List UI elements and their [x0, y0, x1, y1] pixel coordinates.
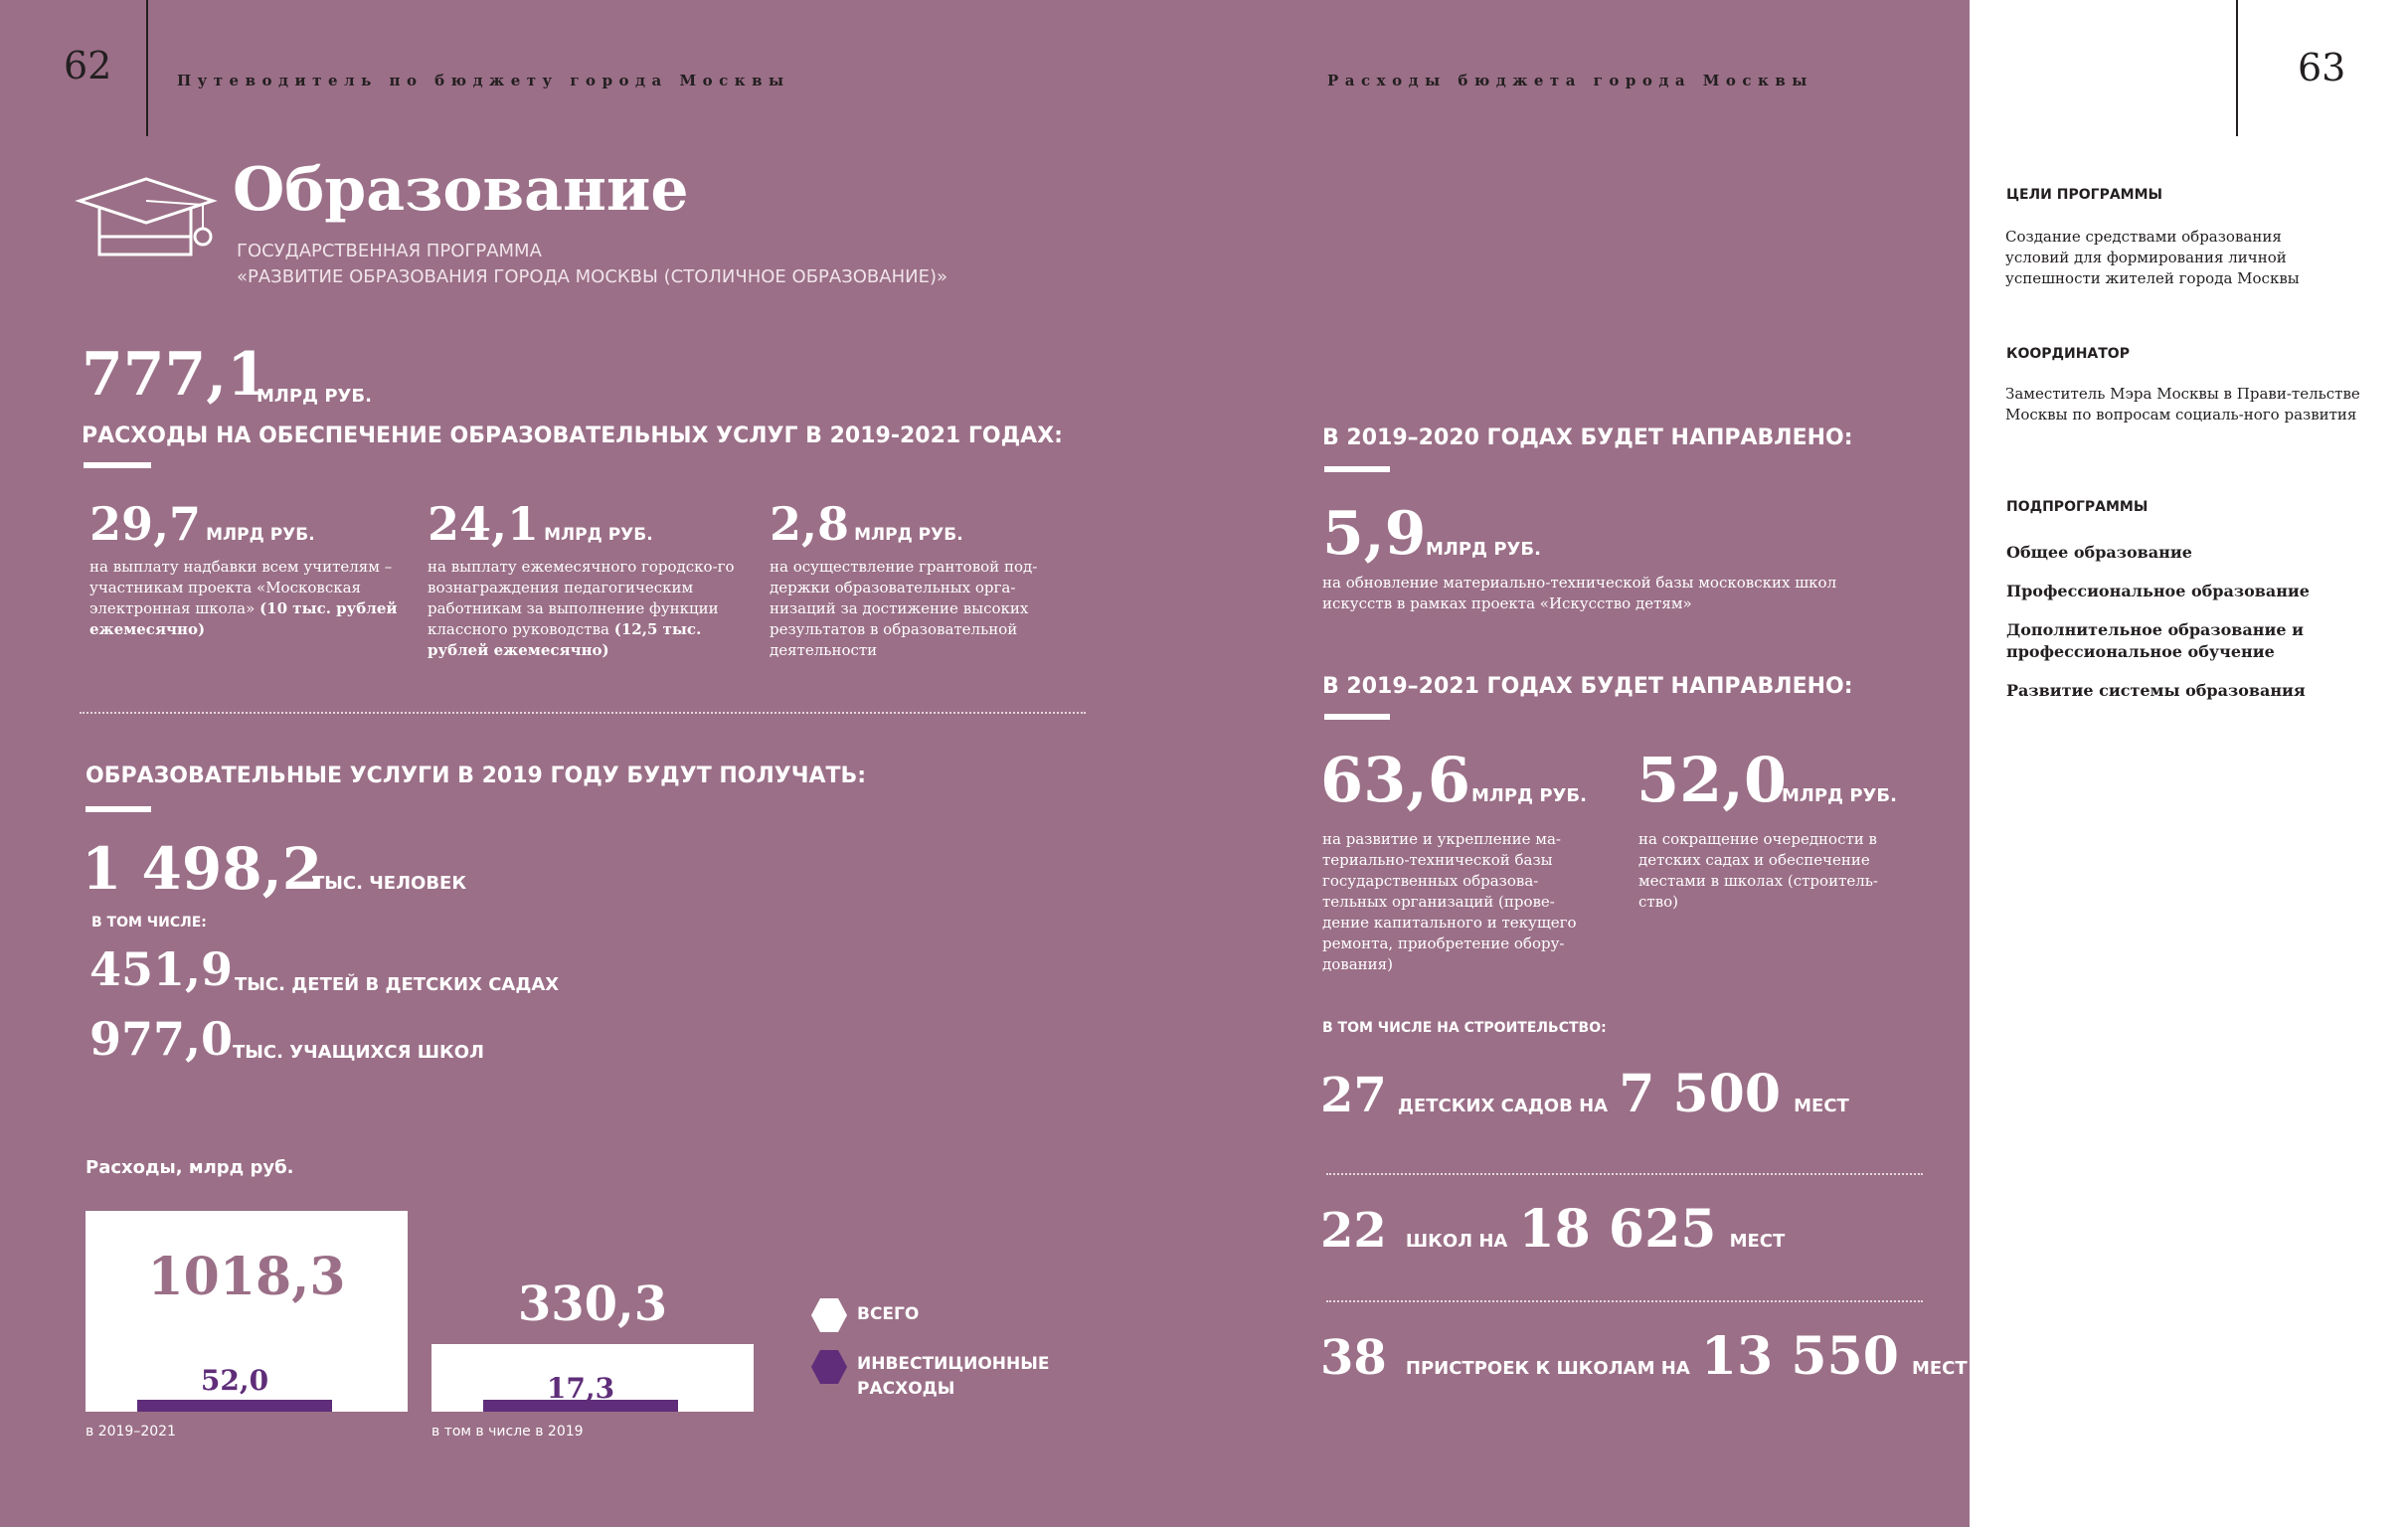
total-unit: МЛРД РУБ.: [257, 386, 372, 407]
total-value: 777,1: [82, 340, 268, 410]
header-divider-left: [146, 0, 148, 136]
program-subtitle-line2: «РАЗВИТИЕ ОБРАЗОВАНИЯ ГОРОДА МОСКВЫ (СТОЛИЧНОЕ ОБРАЗОВАНИЕ)»: [237, 266, 947, 287]
heading-underline: [84, 462, 151, 468]
construction-kindergartens: [1320, 1064, 1849, 1124]
construction-places-unit: МЕСТ: [1911, 1358, 1968, 1379]
construction-count: 27: [1320, 1068, 1387, 1123]
construction-places: 7 500: [1619, 1064, 1782, 1124]
chart-title: Расходы, млрд руб.: [86, 1157, 294, 1178]
construction-schools: [1320, 1199, 1785, 1260]
construction-places: 13 550: [1700, 1326, 1899, 1387]
construction-places: 18 625: [1518, 1199, 1717, 1260]
item-description: [89, 557, 408, 640]
legend-swatch-investment: [811, 1350, 847, 1384]
value-b: 52,0: [1636, 744, 1788, 816]
construction-object: ШКОЛ НА: [1405, 1231, 1508, 1252]
value-2019-2020-unit: МЛРД РУБ.: [1426, 539, 1541, 560]
subprograms-label: ПОДПРОГРАММЫ: [2006, 499, 2149, 515]
construction-label: В ТОМ ЧИСЛЕ НА СТРОИТЕЛЬСТВО:: [1322, 1020, 1607, 1036]
construction-count: 22: [1320, 1203, 1387, 1259]
legend-swatch-total: [811, 1298, 847, 1332]
bar-investment-1: [137, 1400, 332, 1412]
heading-underline: [86, 806, 151, 812]
services-heading: ОБРАЗОВАТЕЛЬНЫЕ УСЛУГИ В 2019 ГОДУ БУДУТ ПОЛУЧАТЬ:: [86, 764, 867, 788]
pupils-unit: ТЫС. УЧАЩИХСЯ ШКОЛ: [233, 1042, 484, 1063]
subprogram-item: Развитие системы образования: [2006, 681, 2306, 700]
item-text-bold: (10 тыс. рублей ежемесячно): [89, 599, 398, 638]
right-page-number: 63: [2298, 46, 2346, 89]
program-subtitle-line1: ГОСУДАРСТВЕННАЯ ПРОГРАММА: [237, 241, 542, 261]
construction-object: ПРИСТРОЕК К ШКОЛАМ НА: [1405, 1358, 1690, 1379]
section-title: Образование: [233, 155, 689, 225]
item-description: [428, 557, 756, 661]
item-class-teacher: [428, 497, 756, 661]
item-text: на выплату надбавки всем учителям – участникам проекта «Московская электронная школа»: [89, 558, 393, 617]
dotted-divider: [1326, 1300, 1923, 1302]
subprogram-item: Профессиональное образование: [2006, 582, 2310, 600]
header-divider-right: [2236, 0, 2238, 136]
dotted-divider: [80, 712, 1086, 714]
bar-total-label-1: 1018,3: [147, 1247, 346, 1307]
coordinator-label: КООРДИНАТОР: [2006, 346, 2130, 362]
left-running-title: Путеводитель по бюджету города Москвы: [177, 72, 790, 89]
heading-underline: [1324, 466, 1390, 472]
construction-extensions: [1320, 1326, 1968, 1387]
item-teacher-bonus: [89, 497, 408, 640]
services-total-unit: ТЫС. ЧЕЛОВЕК: [312, 873, 467, 894]
value-2019-2020-text: на обновление материально-технической базы московских школ искусств в рамках проекта «Искусство детям»: [1322, 574, 1837, 612]
goals-label: ЦЕЛИ ПРОГРАММЫ: [2006, 187, 2163, 203]
sidebar-panel: [1970, 0, 2408, 1527]
right-running-title: Расходы бюджета города Москвы: [1327, 72, 1813, 89]
item-unit: МЛРД РУБ.: [854, 525, 963, 545]
item-value: 24,1: [428, 497, 540, 551]
value-a: 63,6: [1320, 744, 1471, 816]
value-a-text: на развитие и укрепление ма-териально-технической базы государственных образова-тельных организаций (прове-дение капитального и текущего ремонта, приобретение обору-дования): [1322, 830, 1577, 973]
item-unit: МЛРД РУБ.: [206, 525, 315, 545]
total-heading: РАСХОДЫ НА ОБЕСПЕЧЕНИЕ ОБРАЗОВАТЕЛЬНЫХ УСЛУГ В 2019-2021 ГОДАХ:: [82, 424, 1063, 448]
value-b-unit: МЛРД РУБ.: [1782, 785, 1897, 806]
construction-places-unit: МЕСТ: [1729, 1231, 1786, 1252]
heading-underline: [1324, 714, 1390, 720]
subprogram-item: Дополнительное образование и профессиональное обучение: [2006, 620, 2304, 661]
including-label: В ТОМ ЧИСЛЕ:: [91, 915, 207, 931]
bar-investment-label-1: 52,0: [200, 1364, 269, 1397]
construction-object: ДЕТСКИХ САДОВ НА: [1397, 1096, 1609, 1116]
category-label-1: в 2019–2021: [86, 1424, 176, 1440]
legend-label-total: ВСЕГО: [857, 1304, 920, 1324]
dotted-divider: [1326, 1173, 1923, 1175]
category-label-2: в том в числе в 2019: [431, 1424, 584, 1440]
heading-2019-2021: В 2019–2021 ГОДАХ БУДЕТ НАПРАВЛЕНО:: [1322, 674, 1853, 699]
bar-investment-label-2: 17,3: [546, 1372, 615, 1405]
value-a-unit: МЛРД РУБ.: [1471, 785, 1587, 806]
pupils-value: 977,0: [89, 1012, 234, 1066]
coordinator-text: Заместитель Мэра Москвы в Прави-тельстве Москвы по вопросам социаль-ного развития: [2005, 385, 2360, 424]
bar-total-label-2: 330,3: [517, 1276, 668, 1332]
construction-places-unit: МЕСТ: [1794, 1096, 1849, 1116]
goals-text: Создание средствами образования условий для формирования личной успешности жителей города Москвы: [2005, 228, 2300, 287]
graduation-cap-icon: [72, 177, 221, 270]
heading-2019-2020: В 2019–2020 ГОДАХ БУДЕТ НАПРАВЛЕНО:: [1322, 425, 1853, 450]
value-b-text: на сокращение очередности в детских садах и обеспечение местами в школах (строитель-ство): [1638, 830, 1879, 911]
left-page-number: 62: [64, 44, 112, 87]
kids-value: 451,9: [89, 942, 234, 996]
item-grant-support: [770, 497, 1068, 661]
item-description: на осуществление грантовой под-держки образовательных орга-низаций за достижение высоких результатов в образовательной деятельности: [770, 558, 1038, 659]
value-2019-2020: 5,9: [1322, 499, 1427, 569]
item-value: 2,8: [770, 497, 850, 551]
services-total-value: 1 498,2: [82, 835, 323, 903]
legend-label-investment: ИНВЕСТИЦИОННЫЕ РАСХОДЫ: [857, 1354, 1050, 1399]
kids-unit: ТЫС. ДЕТЕЙ В ДЕТСКИХ САДАХ: [235, 974, 560, 995]
item-unit: МЛРД РУБ.: [544, 525, 653, 545]
item-text-bold: (12,5 тыс. рублей ежемесячно): [428, 620, 702, 659]
construction-count: 38: [1320, 1330, 1387, 1386]
subprogram-item: Общее образование: [2006, 543, 2192, 562]
item-text: на выплату ежемесячного городско-го вознаграждения педагогическим работникам за выполнение функции классного руководства: [428, 558, 735, 638]
item-value: 29,7: [89, 497, 202, 551]
